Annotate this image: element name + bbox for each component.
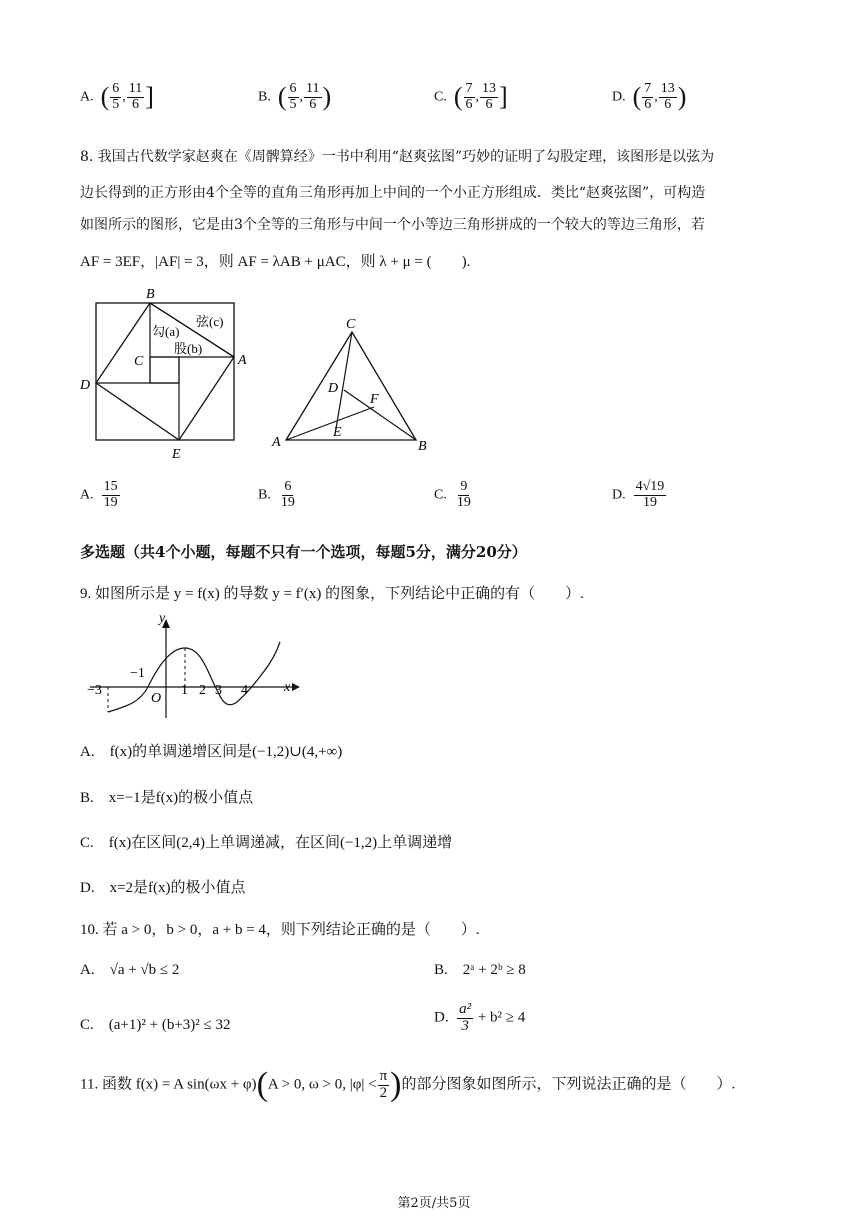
page-footer: 第2页/共5页 bbox=[397, 1196, 471, 1211]
q10-option-b: B. 2ᵃ + 2ᵇ ≥ 8 bbox=[434, 962, 526, 978]
fig1-label-c: C bbox=[134, 354, 144, 369]
q7-option-b: B. ( $\frac{6}{5}$ , $\frac{11}{6}$ ) bbox=[258, 81, 332, 112]
fig2-label-e: E bbox=[333, 425, 342, 440]
q8-line-4: AF = 3EF，|AF| = 3，则 AF = λAB + μAC，则 λ + μ = ( ). bbox=[80, 254, 471, 270]
q9-option-d: D. x=2是f(x)的极小值点 bbox=[80, 880, 246, 896]
fig1-label-gou: 勾(a) bbox=[152, 324, 180, 339]
fig1-label-b: B bbox=[146, 287, 155, 302]
q7-option-d: D. ( $\frac{7}{6}$ , $\frac{13}{6}$ ) bbox=[612, 81, 687, 112]
fig2-label-b: B bbox=[418, 439, 427, 454]
q7-option-c: C. ( $\frac{7}{6}$ , $\frac{13}{6}$ ] bbox=[434, 81, 508, 112]
graph-label-4: 4 bbox=[241, 683, 248, 698]
q9-stem: 9. 如图所示是 y = f(x) 的导数 y = f′(x) 的图象，下列结论中正确的有（ ）. bbox=[80, 586, 584, 602]
fig1-label-e: E bbox=[172, 447, 181, 462]
triangle-figure bbox=[266, 312, 436, 458]
q8-option-b: B. $\frac{6}{19}$ bbox=[258, 479, 295, 510]
fig1-label-xian: 弦(c) bbox=[196, 314, 224, 329]
q8-option-a: A. $\frac{15}{19}$ bbox=[80, 479, 118, 510]
graph-label-1: 1 bbox=[181, 683, 188, 698]
q10-stem: 10. 若 a > 0，b > 0，a + b = 4，则下列结论正确的是（ ）. bbox=[80, 922, 480, 938]
graph-label-3: 3 bbox=[215, 683, 222, 698]
outer-triangle bbox=[286, 332, 416, 440]
q8-line-3: 如图所示的图形，它是由3个全等的三角形与中间一个小等边三角形拼成的一个较大的等边三角形，若 bbox=[80, 217, 705, 233]
center-square bbox=[150, 357, 179, 383]
fig1-label-gu: 股(b) bbox=[174, 341, 203, 356]
fig2-label-f: F bbox=[370, 392, 379, 407]
q10-option-d: D. $\frac{\text{a²}}{3}$ + b² ≥ 4 bbox=[434, 1001, 526, 1034]
graph-label-m3: −3 bbox=[87, 683, 102, 698]
q9-option-c: C. f(x)在区间(2,4)上单调递减，在区间(−1,2)上单调递增 bbox=[80, 835, 453, 851]
fig2-label-c: C bbox=[346, 317, 356, 332]
graph-label-x: x bbox=[284, 680, 291, 695]
graph-label-y: y bbox=[159, 614, 166, 626]
graph-label-o: O bbox=[151, 691, 162, 706]
zhao-shuang-figure bbox=[74, 282, 254, 462]
fig1-label-a: A bbox=[238, 353, 247, 368]
q8-option-d: D. $\frac{4√19}{19}$ bbox=[612, 479, 665, 510]
fig2-label-d: D bbox=[328, 381, 339, 396]
q11-stem: 11. 函数 f(x) = A sin(ωx + φ)(A > 0, ω > 0, |φ| < $\frac{\pi}{2}$ )的部分图象如图所示，下列说法正确的是（ ）. bbox=[80, 1066, 736, 1103]
q10-option-c: C. (a+1)² + (b+3)² ≤ 32 bbox=[80, 1017, 231, 1033]
graph-label-2: 2 bbox=[199, 683, 206, 698]
graph-label-m1: −1 bbox=[130, 666, 145, 681]
section-title: 多选题（共4个小题，每题不只有一个选项，每题5分，满分20分） bbox=[80, 543, 527, 561]
q9-option-b: B. x=−1是f(x)的极小值点 bbox=[80, 790, 254, 806]
q8-line-1: 8. 我国古代数学家赵爽在《周髀算经》一书中利用“赵爽弦图”巧妙的证明了勾股定理，该图形是以弦为 bbox=[80, 149, 715, 165]
fig2-label-a: A bbox=[272, 435, 281, 450]
derivative-graph bbox=[84, 614, 304, 724]
q8-option-c: C. $\frac{9}{19}$ bbox=[434, 479, 471, 510]
fig1-label-d: D bbox=[80, 378, 91, 393]
q10-option-a: A. √a + √b ≤ 2 bbox=[80, 962, 180, 978]
q8-line-2: 边长得到的正方形由4个全等的直角三角形再加上中间的一个小正方形组成．类比“赵爽弦图”，可构造 bbox=[80, 185, 706, 201]
q7-option-a: A. ( $\frac{6}{5}$ , $\frac{11}{6}$ ] bbox=[80, 81, 154, 112]
q9-option-a: A. f(x)的单调递增区间是(−1,2)∪(4,+∞) bbox=[80, 744, 343, 760]
